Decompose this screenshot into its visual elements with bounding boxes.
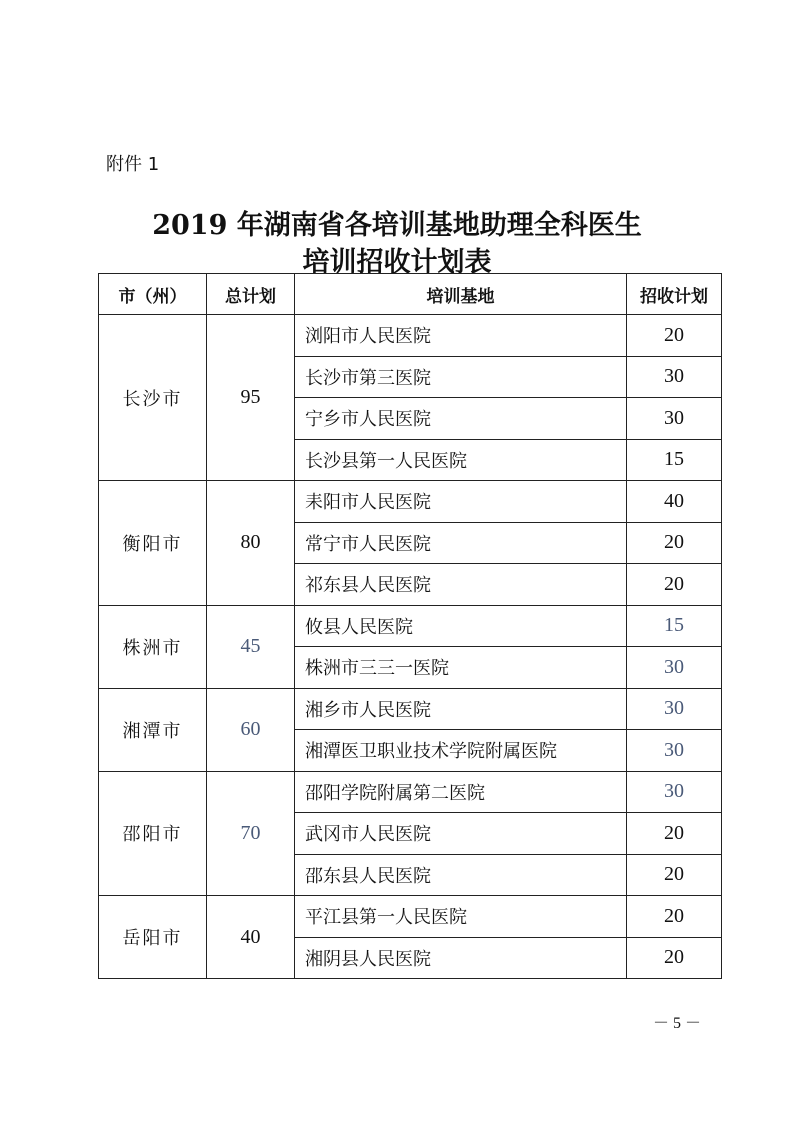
enrollment-count-cell: 15 bbox=[627, 605, 722, 647]
table-row bbox=[99, 315, 722, 357]
city-cell: 邵阳市 bbox=[99, 771, 207, 896]
training-base-cell: 耒阳市人民医院 bbox=[295, 481, 627, 523]
training-base-cell: 长沙县第一人民医院 bbox=[295, 439, 627, 481]
header-training-base: 培训基地 bbox=[295, 274, 627, 315]
table-row bbox=[99, 605, 722, 647]
enrollment-count-cell: 20 bbox=[627, 522, 722, 564]
enrollment-count-cell: 20 bbox=[627, 896, 722, 938]
table-row bbox=[99, 481, 722, 523]
training-base-cell: 常宁市人民医院 bbox=[295, 522, 627, 564]
enrollment-count-cell: 20 bbox=[627, 315, 722, 357]
training-base-cell: 湘潭医卫职业技术学院附属医院 bbox=[295, 730, 627, 772]
training-base-cell: 攸县人民医院 bbox=[295, 605, 627, 647]
total-plan-cell: 60 bbox=[207, 688, 295, 771]
training-base-cell: 湘阴县人民医院 bbox=[295, 937, 627, 979]
total-plan-cell: 95 bbox=[207, 315, 295, 481]
city-cell: 长沙市 bbox=[99, 315, 207, 481]
enrollment-count-cell: 15 bbox=[627, 439, 722, 481]
enrollment-count-cell: 20 bbox=[627, 854, 722, 896]
training-base-cell: 湘乡市人民医院 bbox=[295, 688, 627, 730]
total-plan-cell: 80 bbox=[207, 481, 295, 606]
table-header-row bbox=[99, 274, 722, 315]
table-row bbox=[99, 896, 722, 938]
training-base-cell: 株洲市三三一医院 bbox=[295, 647, 627, 689]
city-cell: 株洲市 bbox=[99, 605, 207, 688]
enrollment-count-cell: 40 bbox=[627, 481, 722, 523]
training-base-cell: 邵东县人民医院 bbox=[295, 854, 627, 896]
enrollment-count-cell: 20 bbox=[627, 813, 722, 855]
header-city: 市（州） bbox=[99, 274, 207, 315]
enrollment-count-cell: 20 bbox=[627, 937, 722, 979]
enrollment-count-cell: 30 bbox=[627, 730, 722, 772]
enrollment-count-cell: 30 bbox=[627, 688, 722, 730]
total-plan-cell: 45 bbox=[207, 605, 295, 688]
table-row bbox=[99, 771, 722, 813]
header-enrollment-plan: 招收计划 bbox=[627, 274, 722, 315]
training-base-cell: 宁乡市人民医院 bbox=[295, 398, 627, 440]
training-base-cell: 祁东县人民医院 bbox=[295, 564, 627, 606]
training-base-cell: 武冈市人民医院 bbox=[295, 813, 627, 855]
document-title-line-2: 培训招收计划表 bbox=[302, 247, 492, 278]
enrollment-count-cell: 30 bbox=[627, 398, 722, 440]
training-base-cell: 浏阳市人民医院 bbox=[295, 315, 627, 357]
table-row bbox=[99, 688, 722, 730]
total-plan-cell: 70 bbox=[207, 771, 295, 896]
training-base-cell: 长沙市第三医院 bbox=[295, 356, 627, 398]
document-title-line-1: 2019 年湖南省各培训基地助理全科医生 bbox=[152, 210, 642, 241]
enrollment-count-cell: 30 bbox=[627, 356, 722, 398]
training-base-cell: 邵阳学院附属第二医院 bbox=[295, 771, 627, 813]
city-cell: 岳阳市 bbox=[99, 896, 207, 979]
total-plan-cell: 40 bbox=[207, 896, 295, 979]
city-cell: 衡阳市 bbox=[99, 481, 207, 606]
enrollment-count-cell: 20 bbox=[627, 564, 722, 606]
header-total-plan: 总计划 bbox=[207, 274, 295, 315]
attachment-label: 附件 1 bbox=[106, 154, 160, 175]
training-base-cell: 平江县第一人民医院 bbox=[295, 896, 627, 938]
enrollment-count-cell: 30 bbox=[627, 647, 722, 689]
page-number: － 5 － bbox=[653, 1015, 702, 1032]
city-cell: 湘潭市 bbox=[99, 688, 207, 771]
enrollment-plan-table bbox=[98, 273, 722, 979]
enrollment-count-cell: 30 bbox=[627, 771, 722, 813]
